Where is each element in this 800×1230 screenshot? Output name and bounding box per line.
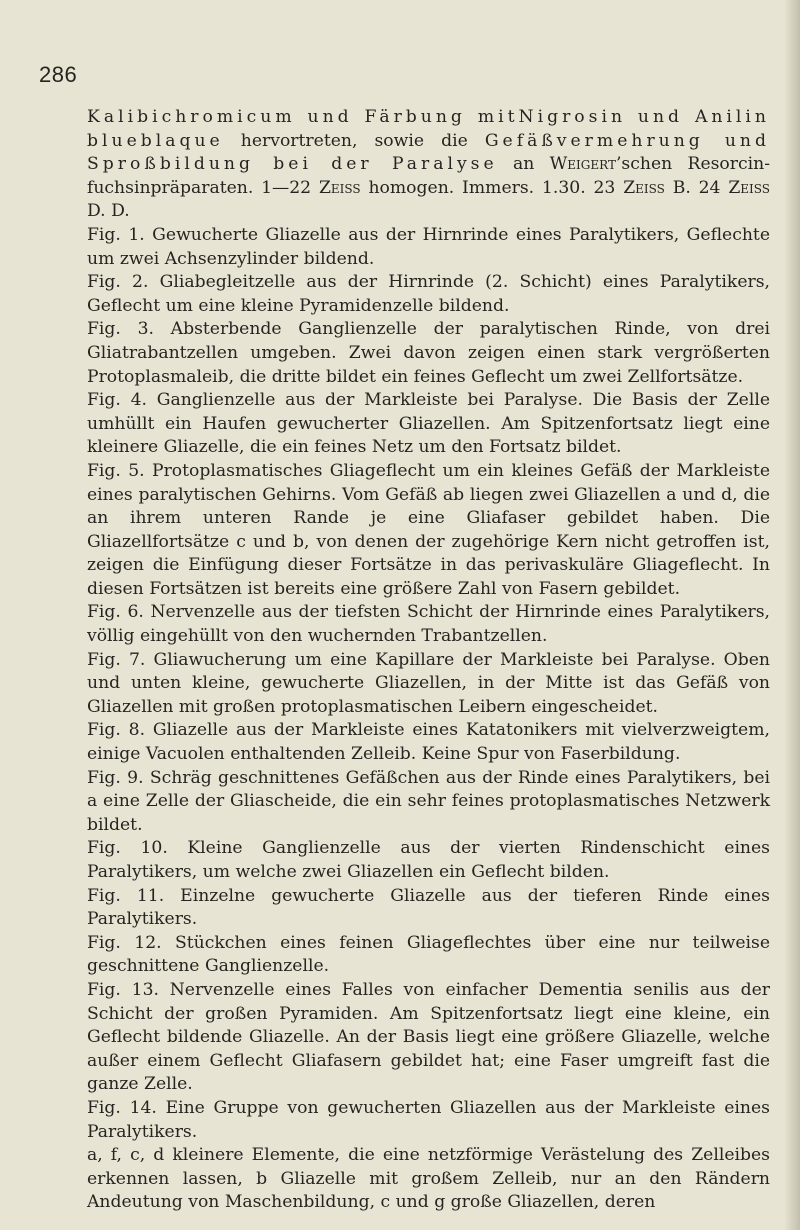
figure-caption-2: Fig. 2. Gliabegleitzelle aus der Hirnrinde (2. Schicht) eines Paralytikers, Geflecht um eine kleine Pyramidenzelle bildend.	[87, 272, 770, 316]
intro-text-3: hervortreten, sowie die	[223, 130, 485, 151]
intro-text-1: Kalibichromicum und Färbung mit	[87, 107, 519, 127]
intro-paragraph	[87, 106, 770, 224]
intro-text-5: an	[497, 154, 550, 175]
figure-caption-5: Fig. 5. Protoplasmatisches Gliageflecht um ein kleines Gefäß der Markleiste eines paralytischen Gehirns. Vom Gefäß ab liegen zwei Gliazellen a und d, die an ihrem unteren Rande je eine Gliafaser gebildet haben. Die Gliazellfortsätze c und b, von denen der zugehörige Kern nicht getroffen ist, zeigen die Einfügung dieser Fortsätze in das perivaskuläre Gliageflecht. In diesen Fortsätzen ist bereits eine größere Zahl von Fasern gebildet.	[87, 460, 770, 599]
closing-paragraph: a, f, c, d kleinere Elemente, die eine netzförmige Verästelung des Zelleibes erkennen lassen, b Gliazelle mit großem Zelleib, nur an den Rändern Andeutung von Maschenbildung, c und g große Gliazellen, deren	[87, 1145, 770, 1213]
figure-caption-12: Fig. 12. Stückchen eines feinen Gliageflechtes über eine nur teilweise geschnittene Ganglienzelle.	[87, 932, 770, 977]
intro-text-6: ’schen Resorcin-fuchsinpräparaten. 1—22	[87, 154, 770, 198]
author-name-zeiss-1: Zeiss	[318, 177, 361, 198]
figure-caption-11: Fig. 11. Einzelne gewucherte Gliazelle aus der tieferen Rinde eines Paralytikers.	[87, 885, 770, 930]
intro-text-2: Nigrosin und Anilin blueblaque	[87, 107, 770, 151]
figure-caption-7: Fig. 7. Gliawucherung um eine Kapillare der Markleiste bei Paralyse. Oben und unten kleine, gewucherte Gliazellen, in der Mitte ist das Gefäß von Gliazellen mit großen protoplasmatischen Leibern eingescheidet.	[87, 649, 770, 717]
page-body	[87, 106, 770, 1215]
figure-caption-1: Fig. 1. Gewucherte Gliazelle aus der Hirnrinde eines Paralytikers, Geflechte um zwei Achsenzylinder bildend.	[87, 224, 770, 269]
page-edge-shadow	[784, 0, 800, 1230]
author-name-zeiss-3: Zeiss	[728, 177, 770, 198]
intro-text-7: homogen. Immers. 1.30. 23	[360, 177, 624, 198]
figure-caption-9: Fig. 9. Schräg geschnittenes Gefäßchen aus der Rinde eines Paralytikers, bei a eine Zelle der Gliascheide, die ein sehr feines protoplasmatisches Netzwerk bildet.	[87, 767, 770, 835]
figure-caption-3: Fig. 3. Absterbende Ganglienzelle der paralytischen Rinde, von drei Gliatrabantzellen umgeben. Zwei davon zeigen einen stark vergrößerten Protoplasmaleib, die dritte bildet ein feines Geflecht um zwei Zellfortsätze.	[87, 319, 770, 387]
author-name-zeiss-2: Zeiss	[623, 177, 665, 198]
figure-caption-6: Fig. 6. Nervenzelle aus der tiefsten Schicht der Hirnrinde eines Paralytikers, völlig eingehüllt von den wuchernden Trabantzellen.	[87, 602, 770, 647]
figure-caption-14: Fig. 14. Eine Gruppe von gewucherten Gliazellen aus der Markleiste eines Paralytikers.	[87, 1097, 770, 1142]
figure-caption-4: Fig. 4. Ganglienzelle aus der Markleiste bei Paralyse. Die Basis der Zelle umhüllt ein Haufen gewucherter Gliazellen. Am Spitzenfortsatz liegt eine kleinere Gliazelle, die ein feines Netz um den Fortsatz bildet.	[87, 390, 770, 458]
figure-caption-10: Fig. 10. Kleine Ganglienzelle aus der vierten Rindenschicht eines Paralytikers, um welche zwei Gliazellen ein Geflecht bilden.	[87, 838, 770, 882]
intro-text-8: B. 24	[664, 177, 729, 198]
author-name-weigert: Weigert	[549, 154, 616, 175]
figure-caption-8: Fig. 8. Gliazelle aus der Markleiste eines Katatonikers mit vielverzweigtem, einige Vacuolen enthaltenden Zelleib. Keine Spur von Faserbildung.	[87, 720, 770, 765]
figure-caption-13: Fig. 13. Nervenzelle eines Falles von einfacher Dementia senilis aus der Schicht der großen Pyramiden. Am Spitzenfortsatz liegt eine kleine, ein Geflecht bildende Gliazelle. An der Basis liegt eine größere Gliazelle, welche außer einem Geflecht Gliafasern gebildet hat; eine Faser umgreift fast die ganze Zelle.	[87, 979, 770, 1095]
intro-text-9: D. D.	[87, 201, 130, 222]
intro-text-4: Gefäßvermehrung und Sproßbildung bei der Paralyse	[87, 130, 770, 175]
page-number: 286	[39, 62, 78, 87]
